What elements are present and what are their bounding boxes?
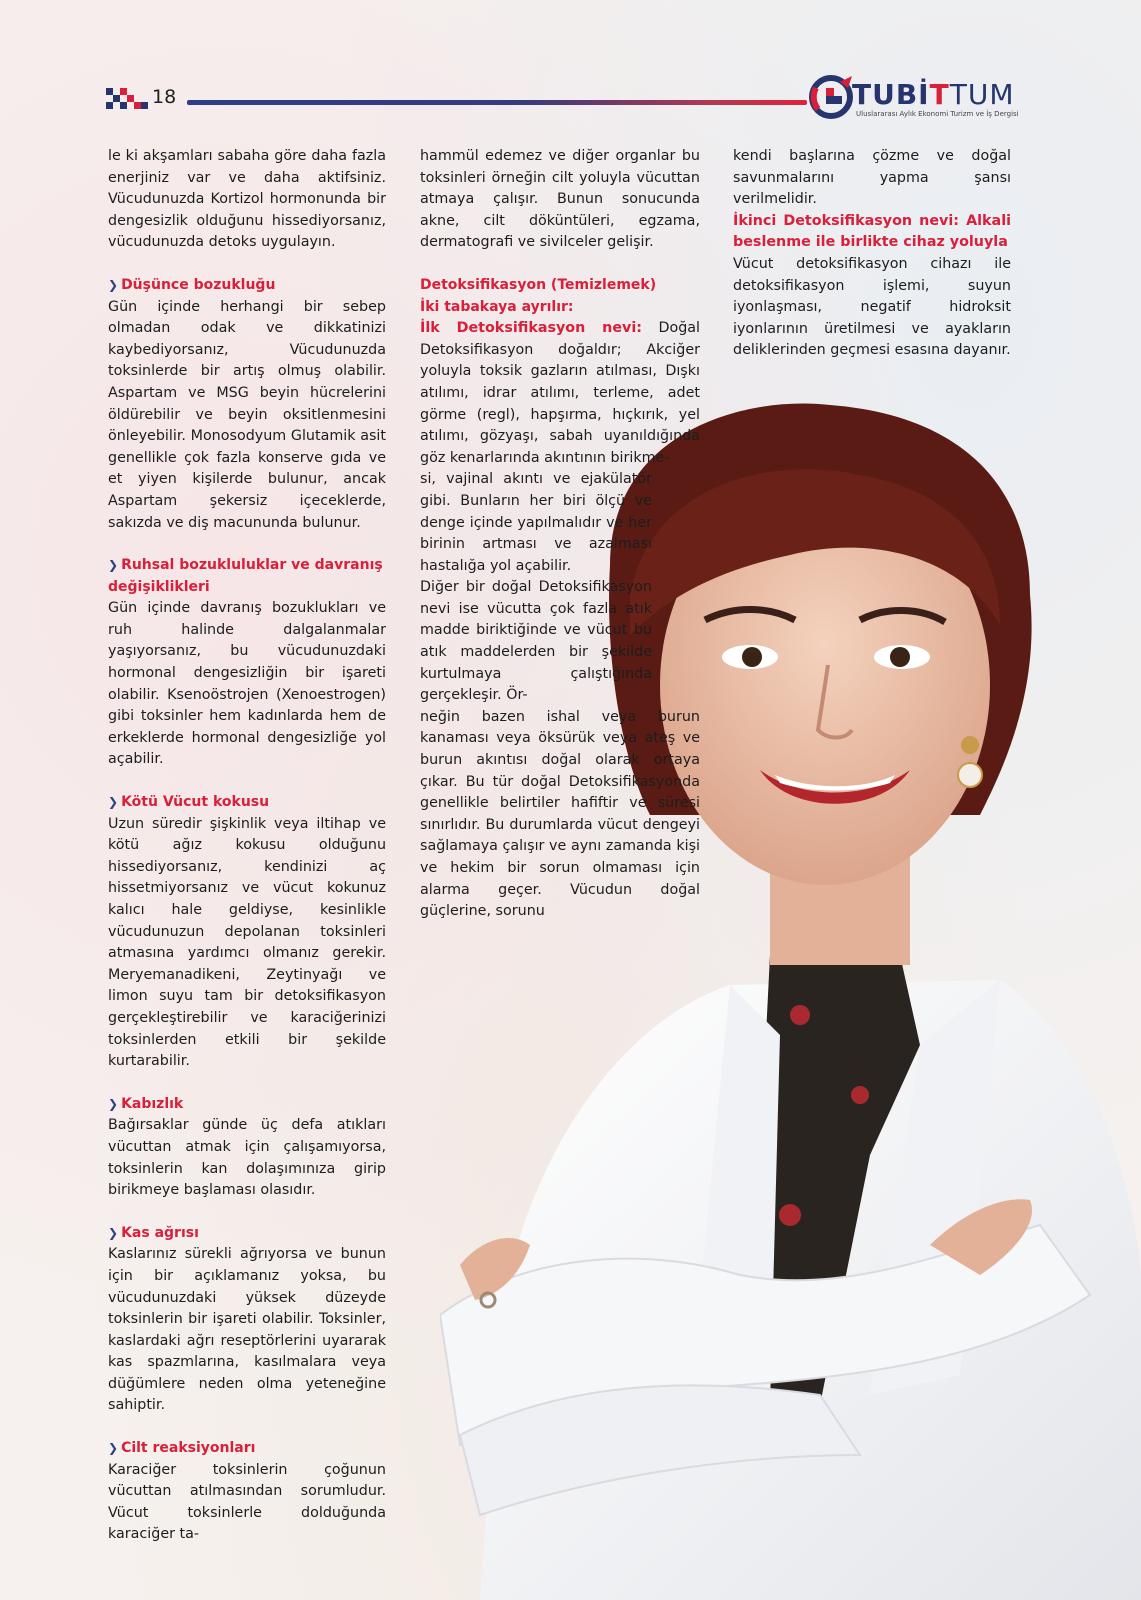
chevron-right-icon: ❯ bbox=[108, 1225, 119, 1240]
section-heading: ❯ Kötü Vücut kokusu bbox=[108, 794, 270, 811]
text-column-3 bbox=[733, 146, 1011, 362]
section-ruhsal bbox=[108, 555, 386, 771]
section-body: Bağırsaklar günde üç defa atıkları vücuttan atmak için çalışamıyorsa, toksinlerin kan dolaşımınıza girip birikmeye başlaması olasıdır. bbox=[108, 1117, 386, 1199]
chevron-right-icon: ❯ bbox=[108, 1441, 119, 1456]
text-column-1 bbox=[108, 146, 386, 1546]
section-body: Uzun süredir şişkinlik veya iltihap ve kötü ağız kokusu olduğunu hissediyorsanız, kendinizi aç hissetmiyorsanız ve vücut kokunuz kalıcı hale geldiyse, kesinlikle vücudunuzun depolanan toksinleri atmasına yardımcı olmanız gerekir. Meryemanadikeni, Zeytinyağı ve limon suyu tam bir detoksifikasyon gerçekleştirebilir ve karaciğerinizi toksinlerden etkili bir şekilde kurtarabilir. bbox=[108, 815, 386, 1070]
logo-emblem-icon bbox=[808, 74, 854, 120]
section-body: Kaslarınız sürekli ağrıyorsa ve bunun için bir açıklamanız yoksa, bu vücudunuzdaki yüksek düzeyde toksinlerin bir işareti olabilir. Toksinler, kaslardaki ağrı reseptörlerini uyararak kas spazmlarına, kasılmalara veya düğümlere neden olma yeteneğine sahiptir. bbox=[108, 1246, 386, 1414]
section-body: Karaciğer toksinlerin çoğunun vücuttan atılmasından sorumludur. Vücut toksinlerle dolduğunda karaciğer ta- bbox=[108, 1461, 386, 1543]
section-koku bbox=[108, 792, 386, 1073]
first-detox-body: İlk Detoksifikasyon nevi: Doğal Detoksifikasyon doğaldır; Akciğer yoluyla toksik gazların atılması, Dışkı atılımı, idrar atılımı, terleme, adet görme (regl), hapşırma, hıçkırık, yel atılımı, gözyaşı, sabah uyanıldığında göz kenarlarında akıntının birikme- bbox=[420, 320, 701, 466]
section-body: Gün içinde davranış bozuklukları ve ruh halinde dalgalanmalar yaşıyorsanız, bu vücudunuzdaki hormonal dengesizliğin bir işareti olabilir. Ksenoöstrojen (Xenoestrogen) gibi toksinler hem kadınlarda hem de erkeklerde hormonal dengesizliğe yol açabilir. bbox=[108, 600, 386, 768]
chevron-right-icon: ❯ bbox=[108, 277, 119, 292]
section-heading: ❯ Ruhsal bozukluluklar ve davranış değişiklikleri bbox=[108, 557, 383, 595]
page-number: 18 bbox=[152, 86, 177, 108]
chevron-right-icon: ❯ bbox=[108, 795, 119, 810]
chevron-right-icon: ❯ bbox=[108, 558, 119, 573]
section-heading: ❯ Düşünce bozukluğu bbox=[108, 276, 276, 293]
col3-intro: kendi başlarına çözme ve doğal savunmalarını yapma şansı verilmelidir. bbox=[733, 148, 1011, 208]
second-detox-description: Vücut detoksifikasyon cihazı ile detoksifikasyon işlemi, suyun iyonlaşması, negatif hidroksit iyonlarının üretilmesi ve ayakların deliklerinden geçmesi esasına dayanır. bbox=[733, 255, 1011, 359]
section-dusunce bbox=[108, 275, 386, 534]
second-detox-body: Diğer bir doğal Detoksifikasyon nevi ise vücutta çok fazla atık madde biriktiğinde ve vücut bu atık maddelerden bir şekilde kurtulmaya çalıştığında gerçekleşir. Ör- bbox=[420, 579, 652, 704]
magazine-logo bbox=[808, 74, 1018, 122]
section-cilt bbox=[108, 1438, 386, 1546]
section-heading: ❯ Kabızlık bbox=[108, 1095, 184, 1112]
logo-wordmark: TUBİTTUM bbox=[852, 78, 1015, 111]
first-detox-body-cont: si, vajinal akıntı ve ejakülatör gibi. Bunların her biri ölçü ve denge içinde yapılmalıdır ve her birinin artması ve azalması hastalığa yol açabilir. bbox=[420, 471, 652, 574]
second-detox-heading: İkinci Detoksifikasyon nevi: Alkali beslenme ile birlikte cihaz yoluyla bbox=[733, 212, 1011, 251]
col1-intro: le ki akşamları sabaha göre daha fazla enerjiniz var ve daha aktifsiniz. Vücudunuzda Kortizol hormonunda bir dengesizlik olduğunu hissediyorsanız, vücudunuzda detoks uygulayın. bbox=[108, 148, 386, 251]
section-body: Gün içinde herhangi bir sebep olmadan odak ve dikkatinizi kaybediyorsanız, Vücudunuzda toksinlerde bir artış olmuş olabilir. Aspartam ve MSG beyin hücrelerini öldürebilir ve beyin oksitlenmesini önleyebilir. Monosodyum Glutamik asit genellikle çok fazla konserve gıda ve et yiyen kişilerde bulunur, ancak Aspartam şekersiz içeceklerde, sakızda ve diş macununda bulunur. bbox=[108, 298, 386, 531]
section-kas bbox=[108, 1223, 386, 1417]
section-heading: ❯ Kas ağrısı bbox=[108, 1224, 199, 1241]
logo-tagline: Uluslararası Aylık Ekonomi Turizm ve İş Dergisi bbox=[856, 110, 1019, 118]
section-kabizlik bbox=[108, 1094, 386, 1202]
second-detox-body-cont: neğin bazen ishal veya burun kanaması veya öksürük veya ateş ve burun akıntısı doğal olarak ortaya çıkar. Bu tür doğal Detoksifikasyonda genellikle belirtiler hafiftir ve süresi sınırlıdır. Bu durumlarda vücut dengeyi sağlamaya çalışır ve aynı zamanda kişi ve hekim bir sorun olmaması için alarma geçer. Vücudun doğal güçlerine, sorunu bbox=[420, 708, 700, 920]
section-heading: ❯ Cilt reaksiyonları bbox=[108, 1440, 256, 1457]
header-rule bbox=[187, 100, 807, 105]
col2-intro: hammül edemez ve diğer organlar bu toksinleri örneğin cilt yoluyla vücuttan atmaya çalışır. Bunun sonucunda akne, cilt döküntüleri, egzama, dermatografi ve sivilceler gelişir. bbox=[420, 148, 700, 251]
chevron-right-icon: ❯ bbox=[108, 1096, 119, 1111]
detox-heading: Detoksifikasyon (Temizlemek) İki tabakaya ayrılır: bbox=[420, 276, 657, 315]
text-column-2 bbox=[420, 146, 700, 923]
